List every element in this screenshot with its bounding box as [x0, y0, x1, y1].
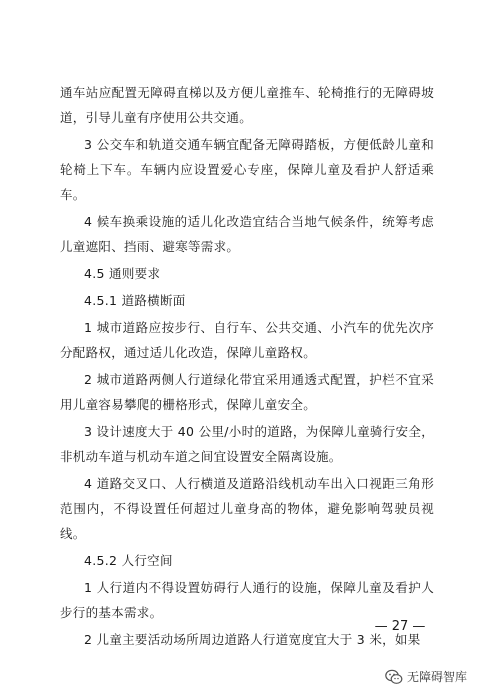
paragraph: 1 城市道路应按步行、自行车、公共交通、小汽车的优先次序分配路权，通过适儿化改造，保障儿童路权。 — [60, 320, 434, 360]
watermark-text: 无障碍智库 — [407, 670, 468, 684]
paragraph: 3 设计速度大于 40 公里/小时的道路，为保障儿童骑行安全，非机动车道与机动车道之间宜设置安全隔离设施。 — [60, 424, 434, 464]
paragraph: 2 儿童主要活动场所周边道路人行道宽度宜大于 3 米，如果 — [84, 632, 421, 647]
document-body — [60, 80, 434, 654]
watermark — [385, 668, 467, 685]
section-heading: 4.5 通则要求 — [84, 266, 161, 281]
paragraph: 4 道路交叉口、人行横道及道路沿线机动车出入口视距三角形范围内，不得设置任何超过儿童身高的物体，避免影响驾驶员视线。 — [60, 476, 434, 541]
subsection-heading: 4.5.2 人行空间 — [84, 553, 173, 568]
subsection-heading: 4.5.1 道路横断面 — [84, 293, 186, 308]
wechat-icon — [385, 669, 403, 685]
paragraph: 通车站应配置无障碍直梯以及方便儿童推车、轮椅推行的无障碍坡道，引导儿童有序使用公共交通。 — [60, 85, 434, 125]
paragraph: 1 人行道内不得设置妨碍行人通行的设施，保障儿童及看护人步行的基本需求。 — [60, 580, 434, 620]
paragraph: 3 公交车和轨道交通车辆宜配备无障碍踏板，方便低龄儿童和轮椅上下车。车辆内应设置爱心专座，保障儿童及看护人舒适乘车。 — [60, 137, 434, 202]
paragraph: 2 城市道路两侧人行道绿化带宜采用通透式配置，护栏不宜采用儿童容易攀爬的栅格形式，保障儿童安全。 — [60, 372, 434, 412]
paragraph: 4 候车换乘设施的适儿化改造宜结合当地气候条件，统筹考虑儿童遮阳、挡雨、避寒等需求。 — [60, 214, 434, 254]
page-number: — 27 — — [374, 619, 426, 634]
